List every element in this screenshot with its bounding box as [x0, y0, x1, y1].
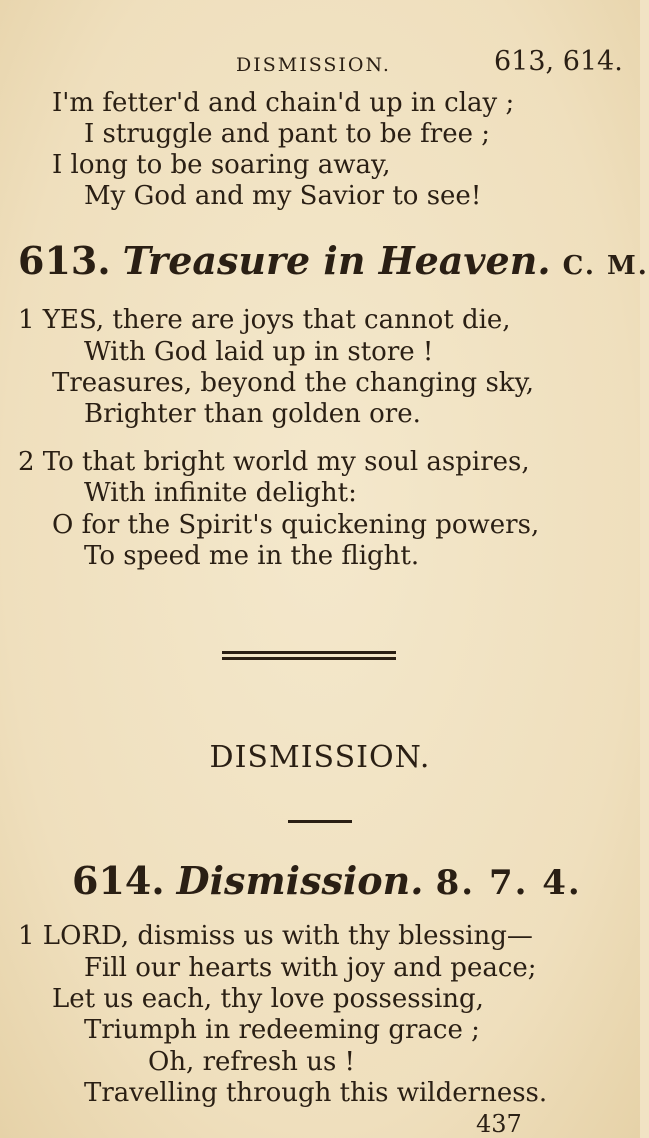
verse-line: To speed me in the flight. — [84, 541, 420, 571]
double-rule-divider — [222, 651, 396, 660]
verse-line: My God and my Savior to see! — [84, 181, 482, 211]
verse-line: I'm fetter'd and chain'd up in clay ; — [52, 88, 515, 118]
verse-line: Treasures, beyond the changing sky, — [52, 368, 535, 398]
verse-line: I struggle and pant to be free ; — [84, 119, 491, 149]
hymn-meter: C. M. — [562, 251, 649, 281]
verse-line: With God laid up in store ! — [84, 337, 434, 367]
hymn-number: 614. — [72, 858, 165, 903]
verse-line: I long to be soaring away, — [52, 150, 391, 180]
hymn-614-heading — [72, 858, 582, 903]
hymn-title: Dismission. — [176, 858, 424, 903]
short-rule-divider — [288, 820, 352, 823]
verse-line: 1 LORD, dismiss us with thy blessing— — [18, 921, 533, 951]
verse-line: Oh, refresh us ! — [148, 1047, 355, 1077]
verse-line: 1 YES, there are joys that cannot die, — [18, 305, 511, 335]
verse-line: Brighter than golden ore. — [84, 399, 421, 429]
hymn-meter: 8. 7. 4. — [435, 863, 582, 903]
section-heading: DISMISSION. — [209, 740, 431, 775]
hymn-title: Treasure in Heaven. — [122, 238, 551, 283]
verse-line: Triumph in redeeming grace ; — [84, 1015, 480, 1045]
running-head-hymn-numbers: 613, 614. — [494, 46, 623, 77]
hymn-613-heading — [18, 238, 649, 283]
running-head-title: DISMISSION. — [236, 54, 391, 76]
verse-line: Let us each, thy love possessing, — [52, 984, 484, 1014]
verse-line: Travelling through this wilderness. — [84, 1078, 548, 1108]
verse-line: With infinite delight: — [84, 478, 357, 508]
verse-line: 2 To that bright world my soul aspires, — [18, 447, 530, 477]
verse-line: O for the Spirit's quickening powers, — [52, 510, 540, 540]
verse-line: Fill our hearts with joy and peace; — [84, 953, 537, 983]
hymn-number: 613. — [18, 238, 111, 283]
page-number: 437 — [476, 1110, 522, 1138]
